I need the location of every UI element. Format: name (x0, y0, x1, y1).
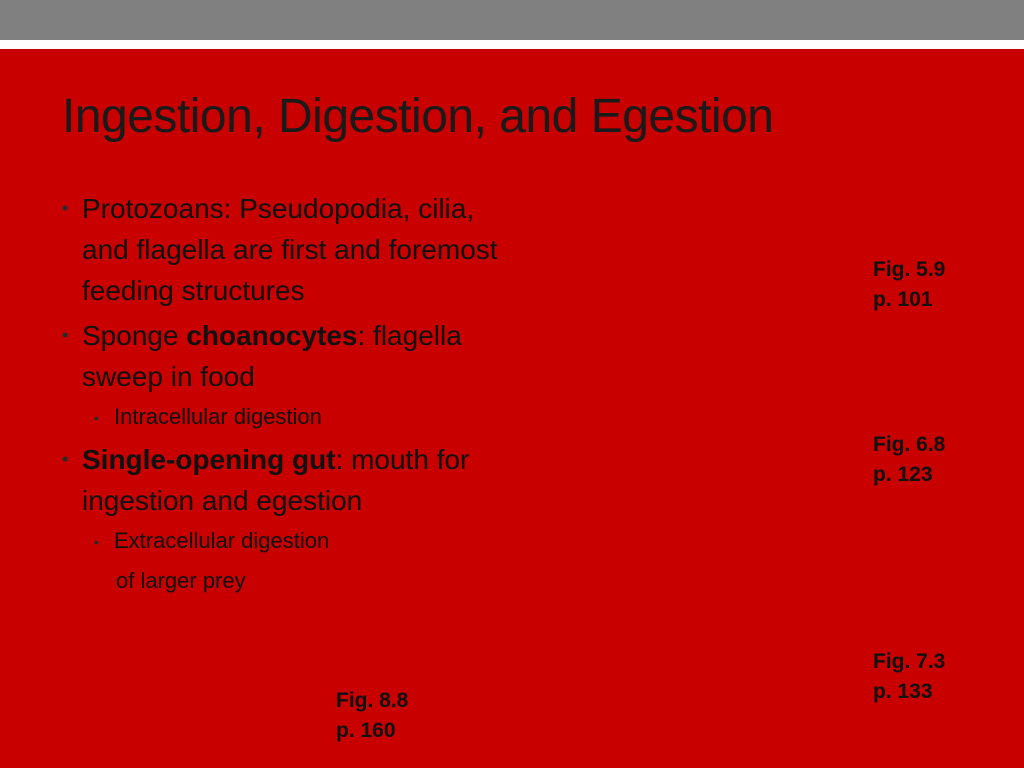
bullet-list (56, 188, 506, 597)
bullet-text-bold: Single-opening gut (82, 444, 336, 475)
bullet-dot-icon: • (62, 449, 69, 469)
figure-reference-4 (336, 686, 408, 746)
bullet-text-bold: choanocytes (186, 320, 358, 351)
figure-label: Fig. 5.9 (873, 258, 946, 281)
sub-bullet-text: Intracellular digestion (114, 404, 322, 429)
sub-bullet-extracellular (56, 525, 506, 557)
figure-reference-1 (873, 255, 945, 315)
white-band (0, 40, 1024, 49)
bullet-sponge (56, 315, 506, 397)
figure-reference-3 (873, 647, 945, 707)
bullet-single-opening-gut (56, 439, 506, 521)
bullet-text: Protozoans: Pseudopodia, cilia, and flagella are first and foremost feeding structures (82, 193, 498, 306)
bullet-text-rest: : flagella sweep in food (82, 320, 462, 392)
bullet-text-plain: Sponge (82, 320, 187, 351)
sub-bullet-continuation: of larger prey (116, 568, 246, 593)
figure-page: p. 123 (873, 463, 933, 486)
bullet-dot-icon: • (62, 325, 69, 345)
sub-bullet-dot-icon: • (94, 534, 99, 550)
figure-label: Fig. 7.3 (873, 650, 946, 673)
figure-page: p. 133 (873, 680, 933, 703)
figure-page: p. 160 (336, 719, 396, 742)
slide-title: Ingestion, Digestion, and Egestion (62, 90, 774, 143)
figure-label: Fig. 6.8 (873, 433, 946, 456)
figure-page: p. 101 (873, 288, 933, 311)
figure-reference-2 (873, 430, 945, 490)
bullet-dot-icon: • (62, 198, 69, 218)
sub-bullet-intracellular (56, 401, 506, 433)
bullet-protozoans (56, 188, 506, 311)
bullet-text-rest: : mouth for ingestion and egestion (82, 444, 470, 516)
sub-bullet-dot-icon: • (94, 410, 99, 426)
sub-bullet-text: Extracellular digestion (114, 528, 330, 553)
top-gray-bar (0, 0, 1024, 40)
figure-label: Fig. 8.8 (336, 689, 409, 712)
